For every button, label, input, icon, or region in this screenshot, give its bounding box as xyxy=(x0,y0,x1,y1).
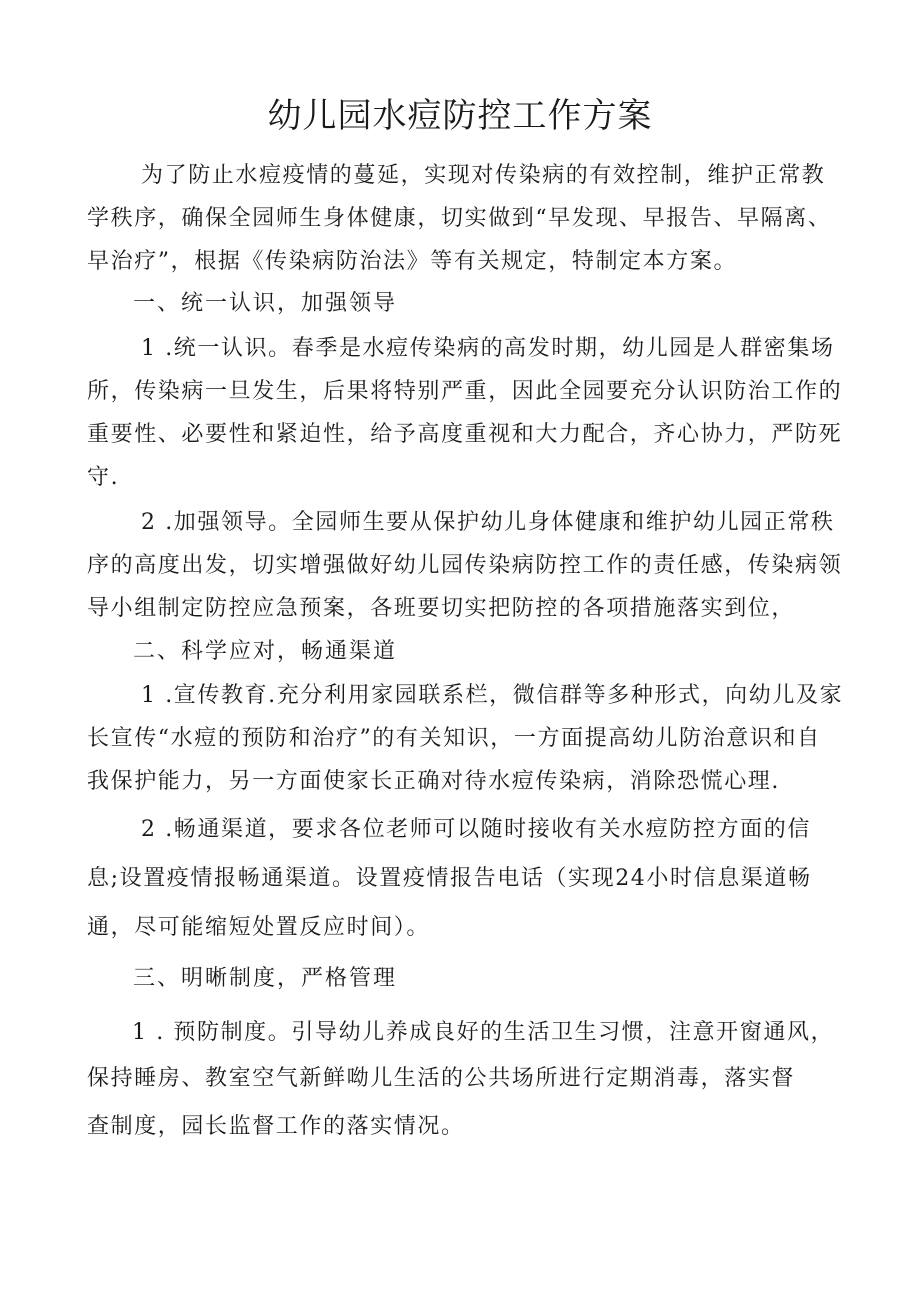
section-3-item-1-line-2: 保持睡房、教室空气新鲜呦儿生活的公共场所进行定期消毒，落实督 xyxy=(87,1066,796,1091)
section-2-item-2-line-1: 2 .畅通渠道，要求各位老师可以随时接收有关水痘防控方面的信 xyxy=(141,817,811,842)
section-1-item-1-line-1: 1 .统一认识。春季是水痘传染病的高发时期，幼儿园是人群密集场 xyxy=(141,336,835,361)
section-1-item-2-line-2: 序的高度出发，切实增强做好幼儿园传染病防控工作的责任感，传染病领 xyxy=(87,553,843,578)
intro-line-1: 为了防止水痘疫情的蔓延，实现对传染病的有效控制，维护正常教 xyxy=(141,163,826,188)
section-1-item-2-line-1: 2 .加强领导。全园师生要从保护幼儿身体健康和维护幼儿园正常秩 xyxy=(141,510,835,535)
section-2-item-1-line-1: 1 .宣传教育.充分利用家园联系栏，微信群等多种形式，向幼儿及家 xyxy=(141,683,844,708)
section-1-item-1-line-4: 守. xyxy=(87,465,120,490)
section-2-heading: 二、科学应对，畅通渠道 xyxy=(133,639,398,664)
section-1-item-1-line-2: 所，传染病一旦发生，后果将特别严重，因此全园要充分认识防治工作的 xyxy=(87,379,843,404)
section-1-heading: 一、统一认识，加强领导 xyxy=(133,291,398,316)
section-3-item-1-line-3: 查制度，园长监督工作的落实情况。 xyxy=(87,1114,465,1139)
section-1-item-2-line-3: 导小组制定防控应急预案，各班要切实把防控的各项措施落实到位， xyxy=(87,596,796,621)
section-2-item-1-line-3: 我保护能力，另一方面使家长正确对待水痘传染病，消除恐慌心理. xyxy=(87,769,780,794)
section-3-item-1-line-1: 1 . 预防制度。引导幼儿养成良好的生活卫生习惯，注意开窗通风， xyxy=(132,1020,835,1045)
section-2-item-1-line-2: 长宣传“水痘的预防和治疗”的有关知识，一方面提高幼儿防治意识和自 xyxy=(87,726,821,751)
intro-line-2: 学秩序，确保全园师生身体健康，切实做到“早发现、早报告、早隔离、 xyxy=(87,206,832,231)
document-title: 幼儿园水痘防控工作方案 xyxy=(267,96,653,136)
section-2-item-2-line-3: 通，尽可能缩短处置反应时间）。 xyxy=(87,915,431,940)
section-3-heading: 三、明晰制度，严格管理 xyxy=(133,966,398,991)
intro-line-3: 早治疗”，根据《传染病防治法》等有关规定，特制定本方案。 xyxy=(87,249,738,274)
section-1-item-1-line-3: 重要性、必要性和紧迫性，给予高度重视和大力配合，齐心协力，严防死 xyxy=(87,422,843,447)
section-2-item-2-line-2: 息;设置疫情报畅通渠道。设置疫情报告电话（实现24小时信息渠道畅 xyxy=(87,866,812,891)
